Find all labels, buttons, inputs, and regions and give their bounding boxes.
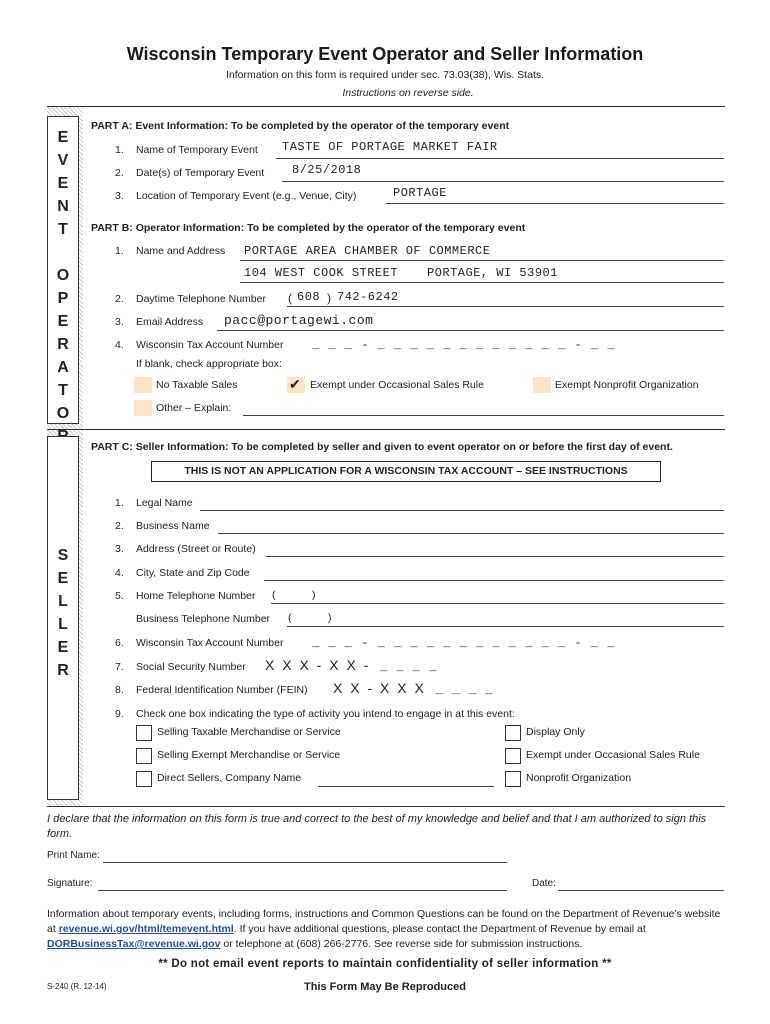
operator-city-value: PORTAGE, WI 53901: [427, 266, 558, 280]
area-open-paren: (: [288, 291, 292, 305]
nonprofit-label: Nonprofit Organization: [526, 772, 632, 784]
operator-bottom-rule: [47, 429, 725, 430]
operator-name-value: PORTAGE AREA CHAMBER OF COMMERCE: [244, 244, 491, 258]
exempt-nonprofit-checkbox[interactable]: [533, 377, 551, 393]
event-location-value: PORTAGE: [393, 186, 447, 200]
print-name-field[interactable]: [103, 862, 507, 863]
form-title: Wisconsin Temporary Event Operator and Seller Information: [126, 44, 644, 64]
other-explain-field[interactable]: [243, 415, 724, 416]
info-paragraph: Information about temporary events, including forms, instructions and Common Questions can be found on the Department of Revenue’s website at revenue.wi.gov/html/temevent.html. If you have additional questions, please contact the Department of Revenue by email at DORBusinessTax@revenue.wi.gov or telephone at (608) 266-2776. See reverse side for submission instructions.: [47, 908, 721, 950]
not-application-notice: THIS IS NOT AN APPLICATION FOR A WISCONSIN TAX ACCOUNT – SEE INSTRUCTIONS: [151, 461, 661, 482]
business-name-label: Business Name: [136, 520, 210, 532]
activity-type-label: Check one box indicating the type of activity you intend to engage in at this event:: [136, 708, 515, 720]
city-state-zip-field[interactable]: [264, 580, 724, 581]
business-name-field[interactable]: [218, 533, 724, 534]
part-b-q2-num: 2.: [115, 293, 124, 305]
part-a-q1-num: 1.: [115, 144, 124, 156]
form-number: S-240 (R. 12-14): [47, 982, 107, 991]
part-b-q1-num: 1.: [115, 245, 124, 257]
part-c-q3-num: 3.: [115, 543, 124, 555]
display-only-label: Display Only: [526, 726, 585, 738]
operator-tax-account-field[interactable]: _ _ _ - _ _ _ _ _ _ _ _ _ _ _ _ - _ _: [312, 338, 616, 352]
legal-name-field[interactable]: [200, 510, 724, 511]
seller-vertical-label: S E L L E R: [57, 547, 69, 679]
operator-email-value: pacc@portagewi.com: [224, 313, 374, 328]
home-area-close: ): [312, 589, 316, 601]
no-taxable-sales-checkbox[interactable]: [134, 377, 152, 393]
operator-area-code: 608: [297, 290, 321, 304]
blank-note: If blank, check appropriate box:: [136, 358, 282, 370]
operator-street-value: 104 WEST COOK STREET: [244, 266, 399, 280]
date-field[interactable]: [558, 890, 724, 891]
event-name-value: TASTE OF PORTAGE MARKET FAIR: [282, 140, 498, 154]
ssn-mask: X X X - X X -: [265, 657, 371, 673]
event-dates-label: Date(s) of Temporary Event: [136, 167, 265, 179]
business-phone-field[interactable]: [287, 626, 724, 627]
part-a-q2-num: 2.: [115, 167, 124, 179]
direct-sellers-label: Direct Sellers, Company Name: [157, 772, 302, 784]
ssn-field[interactable]: _ _ _ _: [380, 660, 438, 674]
part-c-q9-num: 9.: [115, 708, 124, 720]
nonprofit-checkbox[interactable]: [505, 771, 521, 787]
event-location-label: Location of Temporary Event (e.g., Venue, City): [136, 190, 357, 202]
operator-email-field[interactable]: [217, 330, 724, 331]
checkmark-icon: ✔: [289, 376, 301, 392]
part-a-header: PART A: Event Information: To be completed by the operator of the temporary event: [91, 120, 510, 132]
operator-tax-account-label: Wisconsin Tax Account Number: [136, 339, 284, 351]
home-area-open: (: [272, 589, 276, 601]
event-dates-value: 8/25/2018: [292, 163, 362, 177]
area-close-paren: ): [327, 291, 331, 305]
operator-name-field[interactable]: [240, 260, 724, 261]
event-name-field[interactable]: [276, 158, 724, 159]
direct-sellers-checkbox[interactable]: [136, 771, 152, 787]
seller-address-label: Address (Street or Route): [136, 543, 256, 555]
part-b-header: PART B: Operator Information: To be completed by the operator of the temporary event: [91, 222, 526, 234]
fein-field[interactable]: _ _ _ _: [436, 683, 494, 697]
part-c-q4-num: 4.: [115, 567, 124, 579]
business-area-close: ): [328, 612, 332, 624]
top-rule: [47, 106, 725, 107]
event-location-field[interactable]: [386, 203, 724, 204]
part-a-q3-num: 3.: [115, 190, 124, 202]
email-link[interactable]: DORBusinessTax@revenue.wi.gov: [47, 938, 221, 950]
exempt-occasional-label: Exempt under Occasional Sales Rule: [310, 379, 484, 391]
home-phone-label: Home Telephone Number: [136, 590, 256, 602]
event-name-label: Name of Temporary Event: [136, 144, 258, 156]
operator-vertical-label: E V E N T O P E R A T O: [56, 129, 70, 422]
fein-label: Federal Identification Number (FEIN): [136, 684, 308, 696]
company-name-field[interactable]: [318, 786, 494, 787]
business-area-open: (: [288, 612, 292, 624]
business-phone-label: Business Telephone Number: [136, 613, 271, 625]
fein-mask: X X - X X X: [333, 680, 426, 696]
operator-address-field[interactable]: [240, 282, 724, 283]
instructions-note: Instructions on reverse side.: [342, 87, 474, 99]
operator-name-label: Name and Address: [136, 245, 226, 257]
temevent-link[interactable]: revenue.wi.gov/html/temevent.html: [58, 923, 234, 935]
form-subtitle: Information on this form is required under sec. 73.03(38), Wis. Stats.: [225, 69, 545, 81]
selling-exempt-checkbox[interactable]: [136, 748, 152, 764]
city-state-zip-label: City, State and Zip Code: [136, 567, 250, 579]
seller-bottom-rule: [47, 806, 725, 807]
operator-phone-field[interactable]: [287, 306, 724, 307]
date-label: Date:: [532, 878, 556, 889]
operator-phone-label: Daytime Telephone Number: [136, 293, 266, 305]
other-checkbox[interactable]: [134, 400, 152, 416]
signature-label: Signature:: [47, 878, 93, 889]
part-b-q3-num: 3.: [115, 316, 124, 328]
part-c-q1-num: 1.: [115, 497, 124, 509]
selling-taxable-checkbox[interactable]: [136, 725, 152, 741]
exempt-occasional-seller-label: Exempt under Occasional Sales Rule: [526, 749, 700, 761]
signature-field[interactable]: [98, 890, 507, 891]
seller-tax-account-field[interactable]: _ _ _ - _ _ _ _ _ _ _ _ _ _ _ _ - _ _: [312, 636, 616, 650]
no-taxable-sales-label: No Taxable Sales: [156, 379, 238, 391]
legal-name-label: Legal Name: [136, 497, 193, 509]
part-c-q5-num: 5.: [115, 590, 124, 602]
print-name-label: Print Name:: [47, 850, 100, 861]
confidentiality-warning: ** Do not email event reports to maintain confidentiality of seller information **: [158, 958, 612, 970]
ssn-label: Social Security Number: [136, 661, 246, 673]
selling-exempt-label: Selling Exempt Merchandise or Service: [157, 749, 341, 761]
declaration-text: I declare that the information on this form is true and correct to the best of my knowledge and belief and that I am authorized to sign this form.: [47, 813, 707, 840]
part-c-header: PART C: Seller Information: To be completed by seller and given to event operator on or before the first day of event.: [91, 441, 673, 453]
operator-email-label: Email Address: [136, 316, 204, 328]
exempt-nonprofit-label: Exempt Nonprofit Organization: [555, 379, 699, 391]
other-explain-label: Other – Explain:: [156, 402, 232, 414]
exempt-occasional-seller-checkbox[interactable]: [505, 748, 521, 764]
part-c-q6-num: 6.: [115, 637, 124, 649]
seller-address-field[interactable]: [266, 556, 724, 557]
part-b-q4-num: 4.: [115, 339, 124, 351]
event-dates-field[interactable]: [282, 181, 724, 182]
part-c-q7-num: 7.: [115, 661, 124, 673]
home-phone-field[interactable]: [271, 603, 724, 604]
display-only-checkbox[interactable]: [505, 725, 521, 741]
seller-tax-account-label: Wisconsin Tax Account Number: [136, 637, 284, 649]
operator-phone-value: 742-6242: [337, 290, 399, 304]
part-c-q2-num: 2.: [115, 520, 124, 532]
part-c-q8-num: 8.: [115, 684, 124, 696]
selling-taxable-label: Selling Taxable Merchandise or Service: [157, 726, 341, 738]
reproduce-note: This Form May Be Reproduced: [304, 981, 466, 993]
